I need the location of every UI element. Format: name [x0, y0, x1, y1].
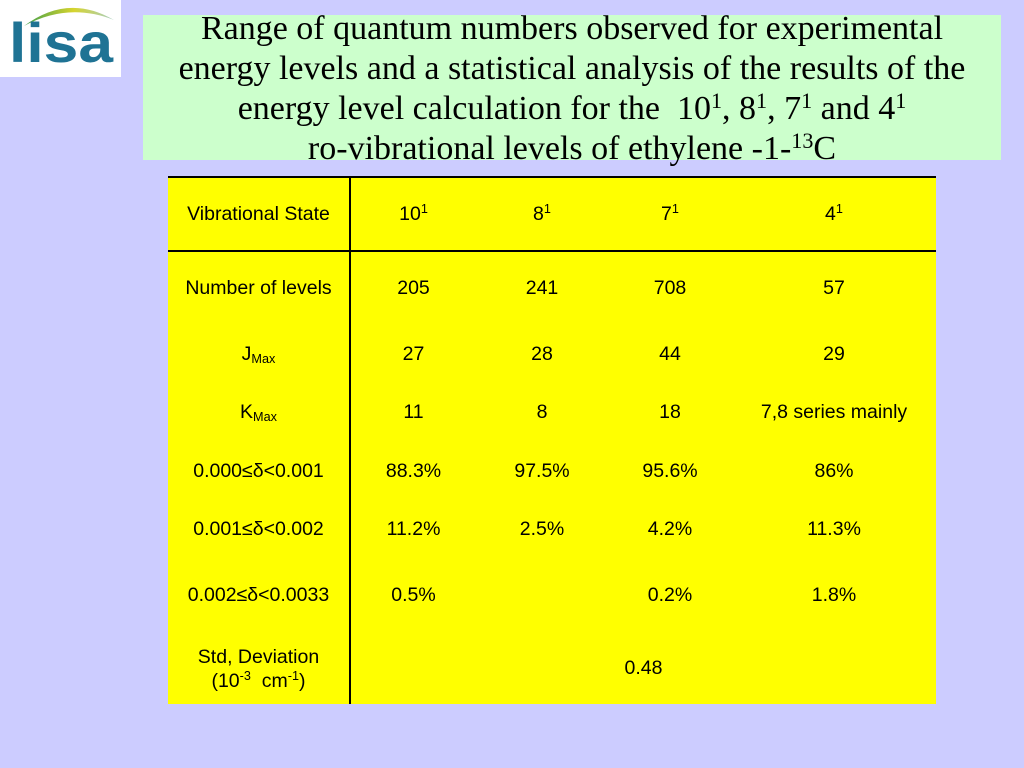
std-deviation-unit [168, 669, 349, 693]
label-subscript: Max [253, 410, 277, 425]
value-cell [476, 557, 608, 633]
title-line-2: energy levels and a statistical analysis of the results of the [178, 50, 966, 87]
value-cell: 27 [402, 342, 425, 365]
title-line-1: Range of quantum numbers observed for experimental [200, 10, 944, 47]
state-superscript: 1 [835, 202, 843, 217]
value-cell: 8 [536, 400, 548, 423]
value-cell: 28 [531, 342, 553, 365]
title-superscript: 1 [711, 87, 723, 113]
value-cell: 0.5% [391, 583, 436, 606]
title-superscript: 1 [801, 87, 813, 113]
std-deviation-label-line-1: Std, Deviation [197, 645, 320, 668]
label-subscript: Max [251, 352, 276, 367]
state-base: 4 [825, 202, 836, 225]
row-label: 0.002≤δ<0.0033 [168, 557, 350, 633]
value-cell: 18 [659, 400, 681, 423]
title-superscript: 13 [791, 127, 814, 153]
lisa-logo [0, 0, 121, 77]
value-cell: 95.6% [642, 459, 698, 482]
value-cell: 708 [653, 277, 687, 299]
state-base: 7 [661, 202, 672, 225]
row-label: 0.001≤δ<0.002 [168, 501, 350, 557]
row-label [168, 383, 350, 441]
row-std-deviation [168, 633, 936, 704]
state-base: 8 [533, 202, 544, 225]
value-cell: 11 [403, 400, 424, 423]
state-column-header [476, 177, 608, 251]
title-line-3 [143, 89, 1001, 129]
title-text-segment: , 7 [767, 90, 802, 127]
value-cell: 11.3% [807, 517, 861, 540]
row-number-of-levels [168, 251, 936, 325]
row-label: Number of levels [168, 251, 350, 325]
row-label: 0.000≤δ<0.001 [168, 441, 350, 501]
value-cell: 0.2% [647, 583, 693, 606]
std-deviation-value: 0.48 [624, 657, 663, 679]
state-column-header [732, 177, 936, 251]
vibrational-state-header: Vibrational State [168, 177, 350, 251]
row-j-max [168, 325, 936, 383]
value-cell: 4.2% [647, 517, 693, 540]
state-column-header [350, 177, 476, 251]
value-cell: 7,8 series mainly [760, 400, 908, 423]
title-line-4 [143, 129, 1001, 169]
state-column-header [608, 177, 732, 251]
unit-superscript: -3 [239, 669, 251, 684]
title-text-segment: C [813, 130, 837, 167]
std-deviation-label [168, 633, 350, 704]
title-text-segment: ro-vibrational levels of ethylene -1- [307, 130, 792, 167]
label-symbol: J [241, 342, 252, 365]
lisa-logo-mark [0, 0, 121, 77]
table-header-row [168, 177, 936, 251]
slide-title [143, 9, 1001, 169]
row-deviation-range-2 [168, 501, 936, 557]
value-cell: 2.5% [519, 517, 565, 540]
value-cell: 11.2% [386, 517, 441, 540]
value-cell: 205 [397, 277, 430, 299]
state-superscript: 1 [420, 202, 428, 217]
state-base: 10 [399, 202, 421, 225]
title-text-segment: and 4 [812, 90, 896, 127]
value-cell: 241 [525, 277, 559, 299]
unit-text-segment: (10 [211, 669, 240, 692]
state-superscript: 1 [671, 202, 679, 217]
unit-text-segment: cm [250, 669, 288, 692]
unit-text-segment: ) [299, 669, 306, 692]
row-k-max [168, 383, 936, 441]
value-cell: 29 [823, 342, 845, 365]
value-cell: 1.8% [811, 583, 857, 606]
row-deviation-range-1 [168, 441, 936, 501]
value-cell: 57 [823, 277, 845, 299]
unit-superscript: -1 [287, 669, 300, 684]
value-cell: 97.5% [514, 459, 570, 482]
row-label [168, 325, 350, 383]
value-cell: 88.3% [385, 459, 442, 482]
title-superscript: 1 [756, 87, 768, 113]
state-superscript: 1 [543, 202, 551, 217]
value-cell: 44 [659, 342, 681, 365]
value-cell: 86% [814, 459, 854, 482]
quantum-numbers-table [168, 176, 936, 704]
title-text-segment: , 8 [722, 90, 757, 127]
title-text-segment: energy level calculation for the 10 [237, 90, 711, 127]
row-deviation-range-3 [168, 557, 936, 633]
label-symbol: K [240, 400, 254, 423]
logo-lettering: lisa [9, 11, 114, 74]
title-superscript: 1 [895, 87, 907, 113]
